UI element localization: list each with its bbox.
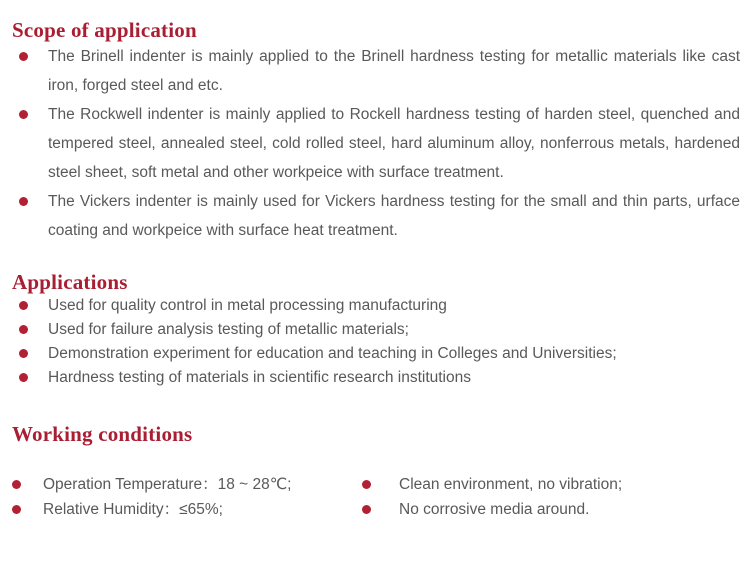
bullet-icon — [19, 110, 28, 119]
section-title-working-conditions: Working conditions — [12, 422, 193, 446]
scope-of-application-list — [12, 42, 740, 245]
bullet-icon — [19, 301, 28, 310]
list-item-text: Operation Temperature：18 ~ 28℃; — [43, 476, 292, 493]
section-title-scope-of-application: Scope of application — [12, 18, 197, 42]
working-conditions-columns — [12, 472, 740, 522]
list-item-text: Clean environment, no vibration; — [399, 476, 623, 493]
applications-list — [12, 294, 740, 390]
list-item-text: No corrosive media around. — [399, 501, 590, 518]
list-item — [12, 42, 740, 100]
list-item — [12, 294, 740, 318]
section-title-applications: Applications — [12, 270, 128, 294]
list-item-text: Relative Humidity：≤65%; — [43, 501, 223, 518]
list-item-text: The Brinell indenter is mainly applied to the Brinell hardness testing for metallic materials like cast iron, forged steel and etc. — [48, 48, 740, 94]
list-item-text: Hardness testing of materials in scientific research institutions — [48, 369, 471, 386]
list-item — [12, 342, 740, 366]
bullet-icon — [19, 197, 28, 206]
list-item — [12, 472, 362, 497]
list-item — [12, 100, 740, 187]
list-item — [362, 472, 740, 497]
list-item-text: Demonstration experiment for education and teaching in Colleges and Universities; — [48, 345, 617, 362]
bullet-icon — [19, 373, 28, 382]
list-item — [12, 318, 740, 342]
list-item — [12, 187, 740, 245]
list-item — [12, 497, 362, 522]
list-item — [12, 366, 740, 390]
bullet-icon — [19, 325, 28, 334]
list-item-text: Used for quality control in metal processing manufacturing — [48, 297, 447, 314]
working-conditions-right-column — [362, 472, 740, 522]
working-conditions-left-column — [12, 472, 362, 522]
bullet-icon — [362, 480, 371, 489]
bullet-icon — [12, 480, 21, 489]
list-item-text: Used for failure analysis testing of metallic materials; — [48, 321, 409, 338]
bullet-icon — [19, 349, 28, 358]
bullet-icon — [19, 52, 28, 61]
bullet-icon — [362, 505, 371, 514]
bullet-icon — [12, 505, 21, 514]
list-item-text: The Vickers indenter is mainly used for Vickers hardness testing for the small and thin parts, urface coating and workpeice with surface heat treatment. — [48, 193, 740, 239]
list-item-text: The Rockwell indenter is mainly applied to Rockell hardness testing of harden steel, quenched and tempered steel, annealed steel, cold rolled steel, hard aluminum alloy, nonferrous metals, hardened steel sheet, soft metal and other workpeice with surface treatment. — [48, 106, 740, 181]
list-item — [362, 497, 740, 522]
